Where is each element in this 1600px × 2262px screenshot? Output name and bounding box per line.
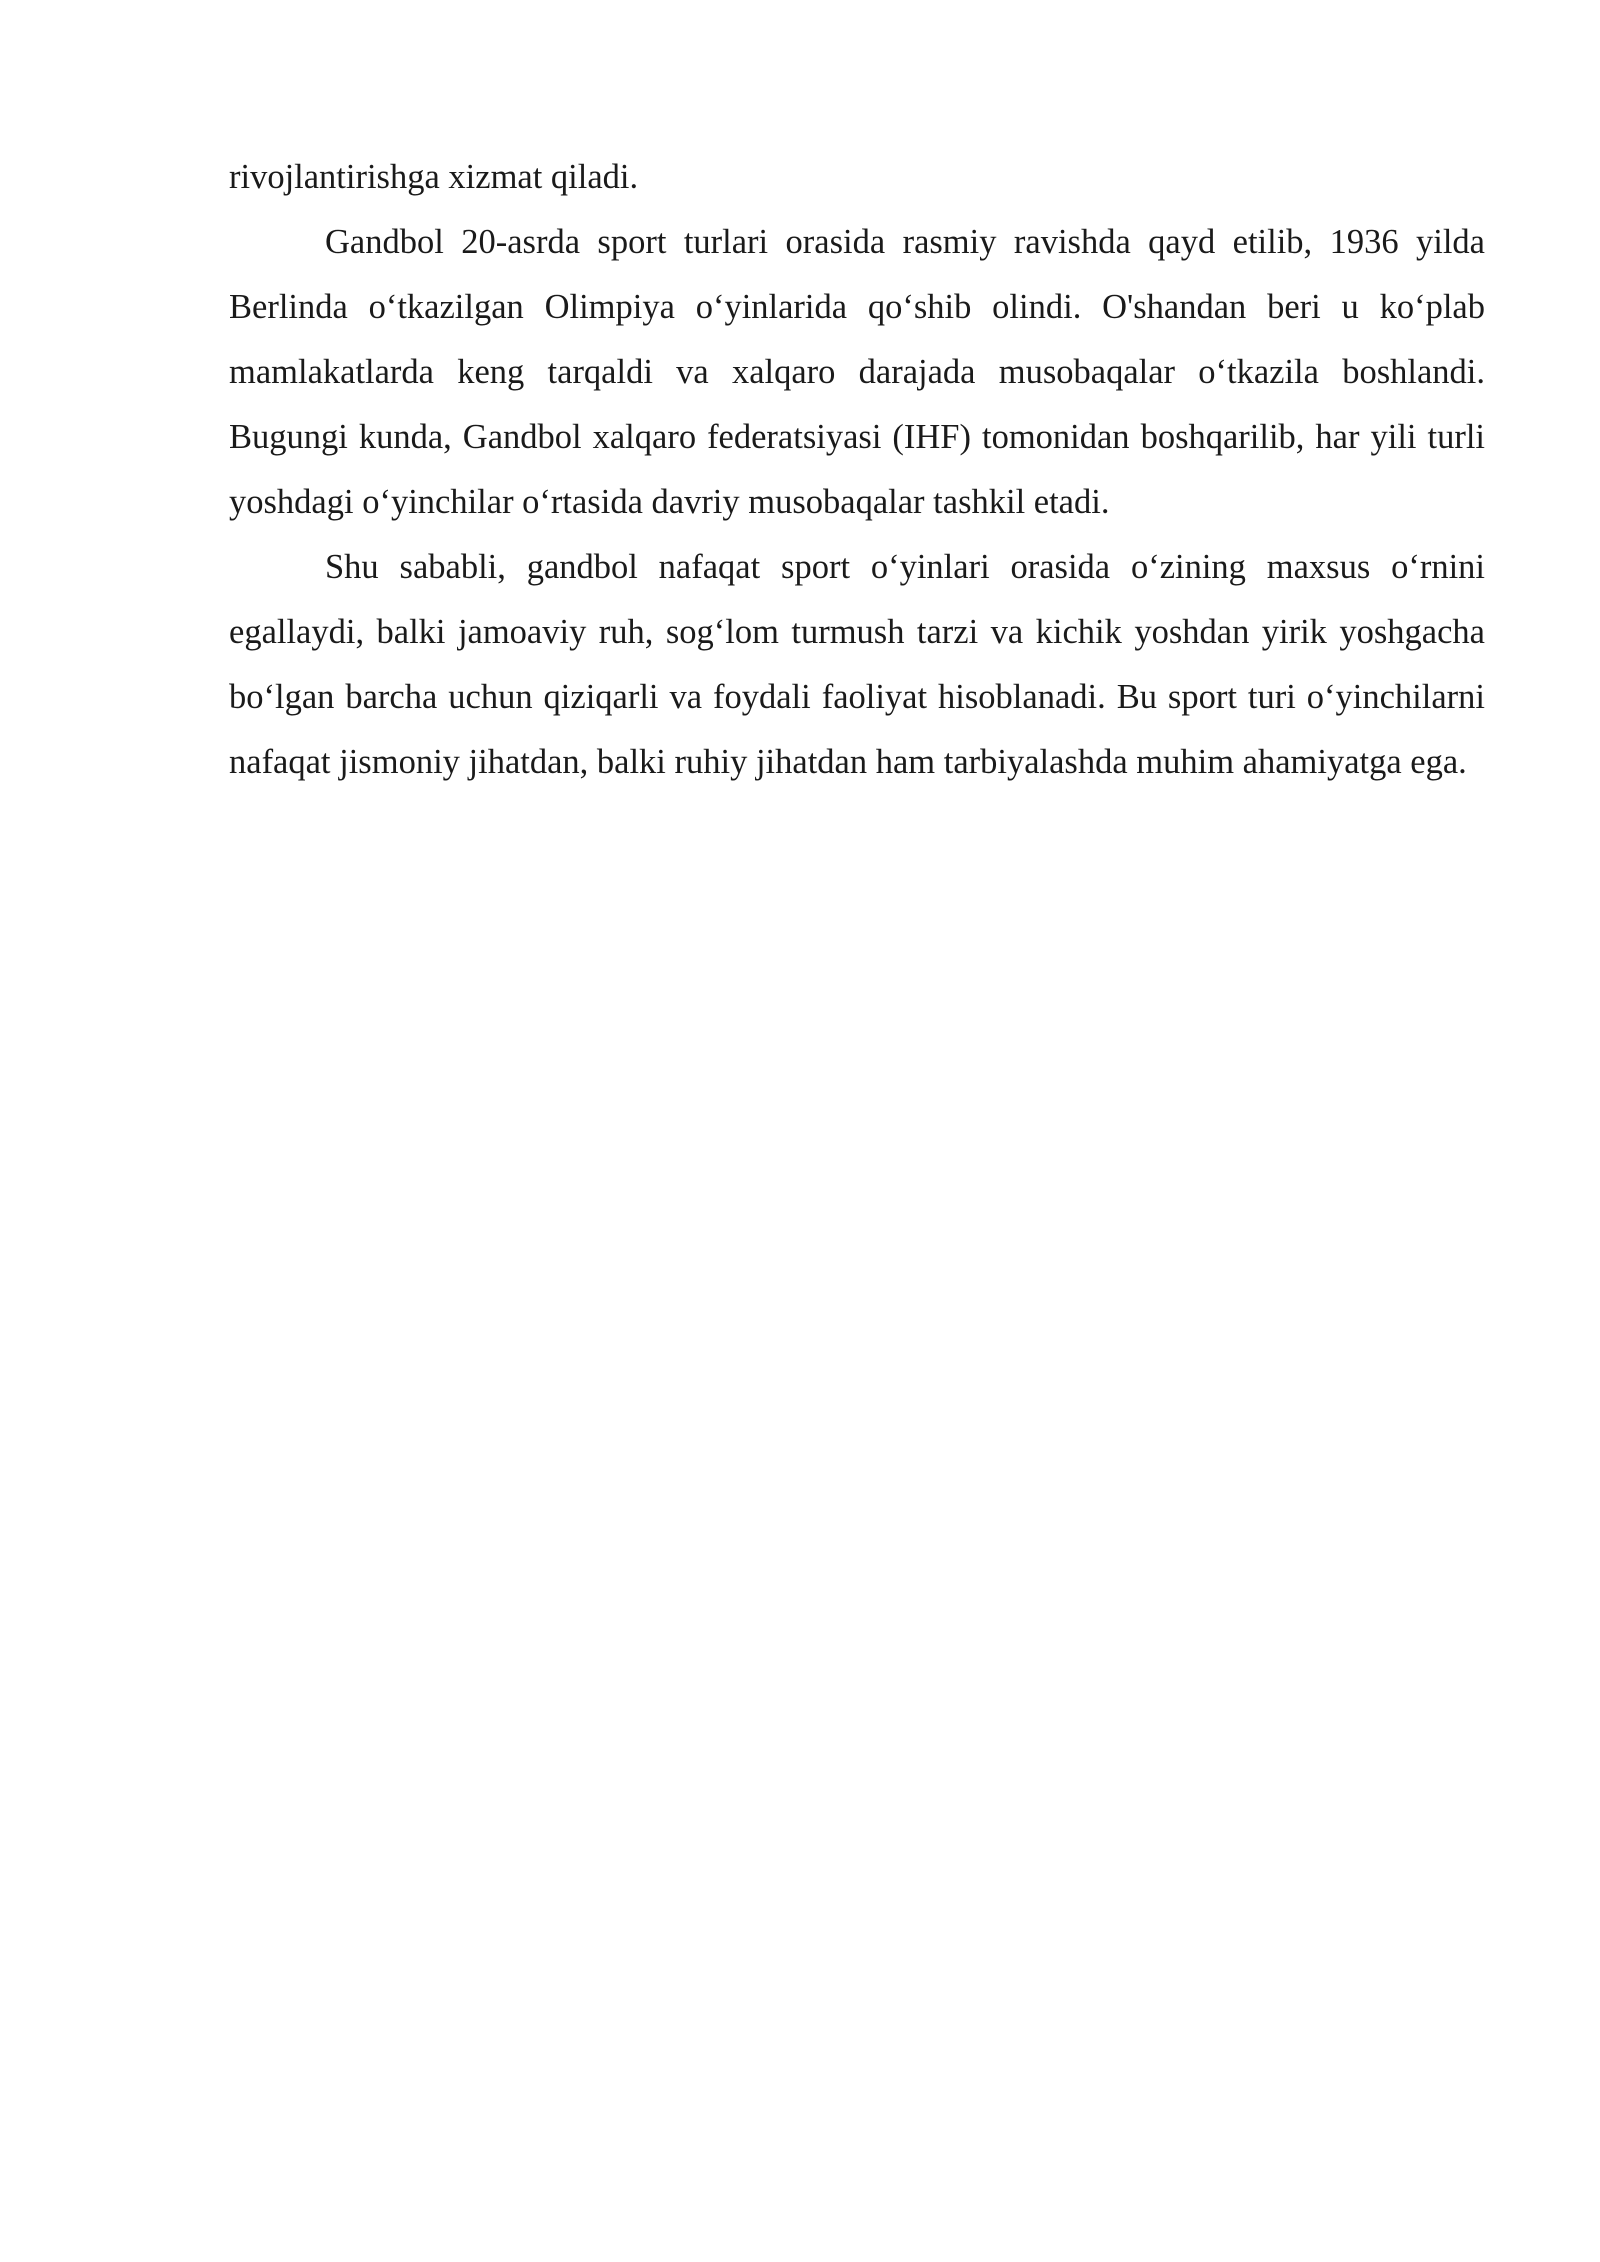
- paragraph-history: Gandbol 20-asrda sport turlari orasida rasmiy ravishda qayd etilib, 1936 yilda Berlinda o‘tkazilgan Olimpiya o‘yinlarida qo‘shib olindi. O'shandan beri u ko‘plab mamlakatlarda keng tarqaldi va xalqaro darajada musobaqalar o‘tkazila boshlandi. Bugungi kunda, Gandbol xalqaro federatsiyasi (IHF) tomonidan boshqarilib, har yili turli yoshdagi o‘yinchilar o‘rtasida davriy musobaqalar tashkil etadi.: [229, 223, 1485, 521]
- paragraph-conclusion: Shu sababli, gandbol nafaqat sport o‘yinlari orasida o‘zining maxsus o‘rnini egallaydi, balki jamoaviy ruh, sog‘lom turmush tarzi va kichik yoshdan yirik yoshgacha bo‘lgan barcha uchun qiziqarli va foydali faoliyat hisoblanadi. Bu sport turi o‘yinchilarni nafaqat jismoniy jihatdan, balki ruhiy jihatdan ham tarbiyalashda muhim ahamiyatga ega.: [229, 548, 1485, 781]
- paragraph-continuation: rivojlantirishga xizmat qiladi.: [229, 158, 639, 196]
- document-body: [229, 145, 1485, 795]
